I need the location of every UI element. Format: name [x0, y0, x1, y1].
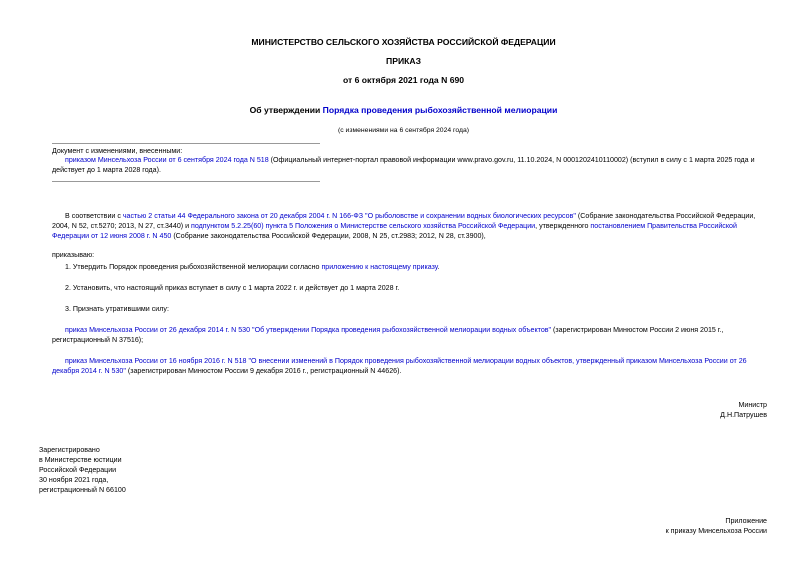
repealed-order-2-line-1	[65, 356, 767, 367]
document-title	[0, 105, 807, 116]
ministry-heading: МИНИСТЕРСТВО СЕЛЬСКОГО ХОЗЯЙСТВА РОССИЙСКОЙ ФЕДЕРАЦИИ	[251, 37, 556, 47]
regulation-subclause-link[interactable]: подпунктом 5.2.25(60) пункта 5 Положения о Министерстве сельского хозяйства Российской Федерации	[191, 222, 536, 230]
changes-line-2: действует до 1 марта 2028 года).	[52, 166, 161, 174]
repealed-order-1-line-1	[65, 325, 767, 336]
order-word: приказываю:	[52, 251, 95, 259]
repealed-order-2-text: (зарегистрирован Минюстом России 9 декабря 2016 г., регистрационный N 44626).	[125, 367, 402, 375]
preamble-text-2: (Собрание законодательства Российской Федерации,	[575, 212, 756, 220]
preamble-text-1: В соответствии с	[65, 212, 123, 220]
registration-line: Российской Федерации	[39, 466, 117, 474]
registration-line: Зарегистрировано	[39, 446, 100, 454]
registration-block	[39, 445, 126, 495]
repealed-order-2-link-part-2[interactable]: декабря 2014 г. N 530"	[52, 367, 126, 375]
registration-line: регистрационный N 66100	[39, 486, 126, 494]
signature-position: Министр	[738, 401, 767, 409]
item-2: 2. Установить, что настоящий приказ вступает в силу с 1 марта 2022 г. и действует до 1 марта 2028 г.	[65, 284, 400, 292]
amending-order-link[interactable]: приказом Минсельхоза России от 6 сентября 2024 года N 518	[65, 156, 269, 164]
government-decree-link-part-1[interactable]: постановлением Правительства Российской	[590, 222, 737, 230]
item-3: 3. Признать утратившими силу:	[65, 305, 169, 313]
amendment-note: (с изменениями на 6 сентября 2024 года)	[338, 127, 469, 134]
repealed-order-1-link[interactable]: приказ Минсельхоза России от 26 декабря 2014 г. N 530 "Об утверждении Порядка проведения рыбохозяйственной мелиорации водных объектов"	[65, 326, 552, 334]
changes-text-1: (Официальный интернет-портал правовой информации www.pravo.gov.ru, 11.10.2024, N 0001202410110002) (вступил в силу с 1 марта 2025 года и	[268, 156, 755, 164]
document-title-link[interactable]: Порядка проведения рыбохозяйственной мелиорации	[322, 105, 558, 115]
signature-name: Д.Н.Патрушев	[720, 411, 767, 419]
repealed-order-2-line-2	[52, 366, 401, 377]
document-type: ПРИКАЗ	[386, 56, 421, 66]
appendix-label: Приложение	[725, 517, 767, 525]
registration-line: 30 ноября 2021 года,	[39, 476, 109, 484]
preamble-line-1	[65, 211, 767, 222]
repealed-order-1-text: (зарегистрирован Минюстом России 2 июня 2015 г.,	[551, 326, 724, 334]
preamble-text-4: , утвержденного	[535, 222, 591, 230]
preamble-text-5: (Собрание законодательства Российской Федерации, 2008, N 25, ст.2983; 2012, N 28, ст.3900),	[171, 232, 486, 240]
preamble-text-3: 2004, N 52, ст.5270; 2013, N 27, ст.3440) и	[52, 222, 192, 230]
changes-line-1	[65, 155, 767, 166]
repealed-order-2-link-part-1[interactable]: приказ Минсельхоза России от 16 ноября 2016 г. N 518 "О внесении изменений в Порядок проведения рыбохозяйственной мелиорации водных объектов, утвержденный приказом Минсельхоза России от 26	[65, 357, 747, 365]
document-date: от 6 октября 2021 года N 690	[342, 75, 465, 85]
preamble-line-3	[52, 231, 767, 242]
changes-caption: Документ с изменениями, внесенными:	[52, 147, 183, 155]
government-decree-link-part-2[interactable]: Федерации от 12 июня 2008 г. N 450	[52, 232, 172, 240]
item-1-end: .	[437, 263, 440, 271]
item-1	[65, 262, 440, 273]
changes-bottom-rule	[52, 181, 320, 182]
repealed-order-1-line-2: регистрационный N 37516);	[52, 336, 144, 344]
changes-top-rule	[52, 143, 320, 144]
document-title-prefix: Об утверждении	[249, 105, 323, 115]
appendix-link[interactable]: приложению к настоящему приказу	[321, 263, 438, 271]
appendix-to-order: к приказу Минсельхоза России	[665, 527, 767, 535]
registration-line: в Министерстве юстиции	[39, 456, 122, 464]
federal-law-link[interactable]: частью 2 статьи 44 Федерального закона от 20 декабря 2004 г. N 166-ФЗ "О рыболовстве и сохранении водных биологических ресурсов"	[122, 212, 576, 220]
item-1-text: 1. Утвердить Порядок проведения рыбохозяйственной мелиорации согласно	[65, 263, 322, 271]
preamble-line-2	[52, 221, 767, 232]
